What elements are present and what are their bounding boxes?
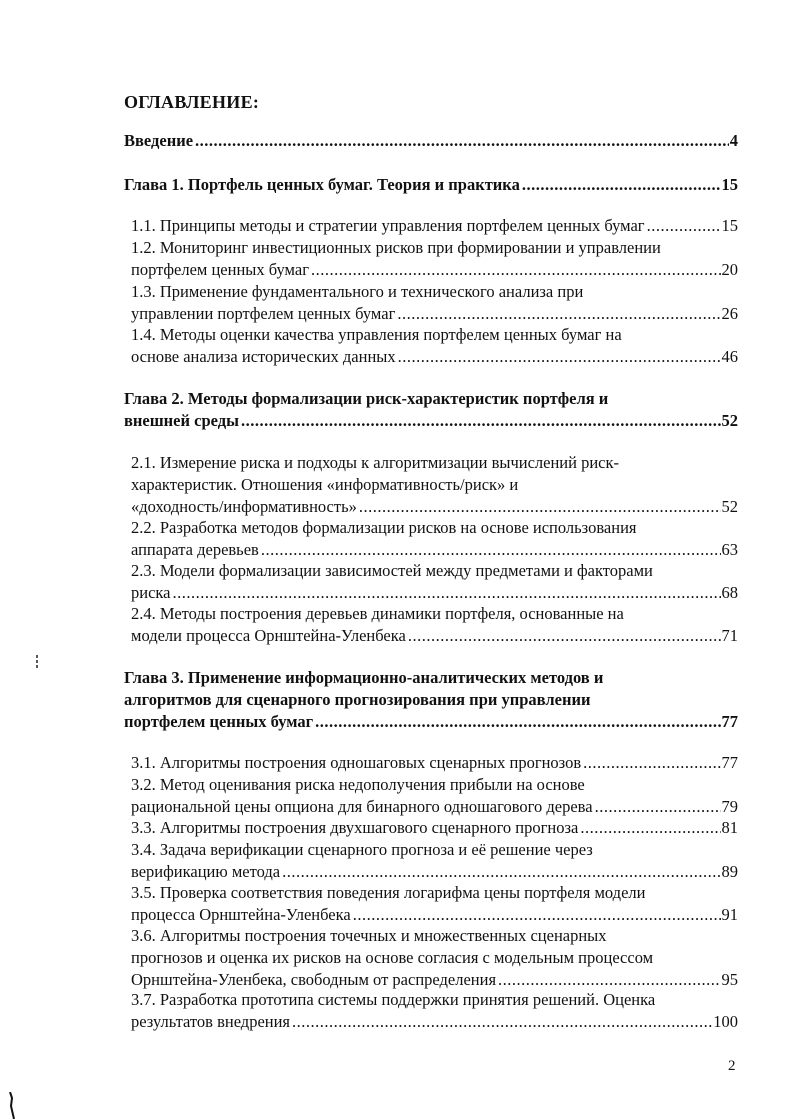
page-number: 2	[728, 1058, 736, 1074]
dot-leader	[408, 625, 721, 647]
dot-leader	[241, 410, 721, 432]
toc-entry-section-1-4[interactable]	[131, 324, 738, 368]
toc-entry-text: процесса Орнштейна-Уленбека	[131, 905, 351, 924]
toc-title: ОГЛАВЛЕНИЕ:	[124, 92, 260, 112]
toc-entry-section-3-6[interactable]	[131, 925, 738, 991]
dot-leader	[397, 303, 720, 325]
toc-entry-page: 52	[721, 411, 738, 430]
toc-entry-text: портфелем ценных бумаг	[124, 712, 314, 731]
toc-entry-page: 77	[721, 712, 738, 731]
toc-entry-section-3-7[interactable]	[131, 989, 738, 1033]
toc-entry-page: 71	[721, 626, 738, 645]
toc-entry-text: 3.7. Разработка прототипа системы поддержки принятия решений. Оценка	[131, 990, 656, 1009]
toc-entry-section-1-3[interactable]	[131, 281, 738, 325]
toc-entry-text: 3.3. Алгоритмы построения двухшагового сценарного прогноза	[131, 818, 579, 837]
toc-entry-text: аппарата деревьев	[131, 540, 259, 559]
toc-entry-text: 3.1. Алгоритмы построения одношаговых сценарных прогнозов	[131, 753, 582, 772]
toc-entry-text: 2.1. Измерение риска и подходы к алгоритмизации вычислений риск-	[131, 453, 619, 472]
toc-entry-text: алгоритмов для сценарного прогнозирования при управлении	[124, 690, 591, 709]
toc-entry-text: результатов внедрения	[131, 1012, 291, 1031]
toc-entry-page: 68	[721, 583, 738, 602]
toc-entry-page: 63	[721, 540, 738, 559]
toc-entry-text: Введение	[124, 131, 194, 150]
dot-leader	[173, 582, 721, 604]
dot-leader	[647, 215, 721, 237]
toc-entry-section-1-1[interactable]	[131, 215, 738, 237]
dot-leader	[498, 969, 720, 991]
toc-entry-text: основе анализа исторических данных	[131, 347, 396, 366]
toc-entry-text: 2.2. Разработка методов формализации рисков на основе использования	[131, 518, 637, 537]
toc-entry-section-3-4[interactable]	[131, 839, 738, 883]
toc-entry-text: Глава 1. Портфель ценных бумаг. Теория и практика	[124, 175, 520, 194]
toc-entry-text: 3.4. Задача верификации сценарного прогноза и её решение через	[131, 840, 593, 859]
toc-entry-text: верификацию метода	[131, 862, 281, 881]
dot-leader	[522, 174, 721, 196]
toc-entry-text: управлении портфелем ценных бумаг	[131, 304, 396, 323]
toc-entry-section-2-4[interactable]	[131, 603, 738, 647]
toc-entry-page: 95	[721, 970, 738, 989]
toc-entry-text: прогнозов и оценка их рисков на основе согласия с модельным процессом	[131, 948, 654, 967]
toc-entry-text: «доходность/информативность»	[131, 497, 357, 516]
toc-entry-page: 77	[721, 753, 738, 772]
toc-entry-section-3-1[interactable]	[131, 752, 738, 774]
toc-entry-page: 46	[721, 347, 738, 366]
toc-entry-page: 4	[729, 131, 738, 150]
toc-entry-page: 100	[713, 1012, 738, 1031]
toc-entry-page: 81	[721, 818, 738, 837]
dot-leader	[583, 752, 720, 774]
toc-entry-chapter-3[interactable]	[124, 667, 738, 733]
toc-entry-page: 26	[721, 304, 738, 323]
toc-entry-chapter-1[interactable]	[124, 174, 738, 196]
toc-entry-text: 1.2. Мониторинг инвестиционных рисков при формировании и управлении	[131, 238, 661, 257]
toc-entry-text: 3.5. Проверка соответствия поведения логарифма цены портфеля модели	[131, 883, 646, 902]
toc-entry-section-1-2[interactable]	[131, 237, 738, 281]
toc-entry-text: 1.1. Принципы методы и стратегии управления портфелем ценных бумаг	[131, 216, 645, 235]
toc-entry-text: модели процесса Орнштейна-Уленбека	[131, 626, 406, 645]
toc-entry-section-3-2[interactable]	[131, 774, 738, 818]
toc-entry-introduction[interactable]	[124, 130, 738, 152]
toc-entry-section-2-2[interactable]	[131, 517, 738, 561]
dot-leader	[580, 817, 720, 839]
toc-entry-text: 3.2. Метод оценивания риска недополучения прибыли на основе	[131, 775, 585, 794]
toc-entry-text: 1.3. Применение фундаментального и технического анализа при	[131, 282, 584, 301]
scan-speck-mark	[34, 654, 40, 670]
toc-entry-text: 3.6. Алгоритмы построения точечных и множественных сценарных	[131, 926, 607, 945]
toc-entry-text: 2.3. Модели формализации зависимостей между предметами и факторами	[131, 561, 653, 580]
dot-leader	[398, 346, 721, 368]
toc-entry-text: Глава 3. Применение информационно-аналитических методов и	[124, 668, 604, 687]
dot-leader	[315, 711, 720, 733]
toc-entry-text: 2.4. Методы построения деревьев динамики портфеля, основанные на	[131, 604, 624, 623]
toc-entry-section-2-1[interactable]	[131, 452, 738, 518]
toc-entry-page: 52	[721, 497, 738, 516]
toc-entry-page: 15	[721, 175, 738, 194]
dot-leader	[261, 539, 721, 561]
toc-entry-text: характеристик. Отношения «информативность/риск» и	[131, 475, 519, 494]
dot-leader	[353, 904, 721, 926]
dot-leader	[595, 796, 721, 818]
toc-entry-section-3-3[interactable]	[131, 817, 738, 839]
toc-entry-text: Орнштейна-Уленбека, свободным от распределения	[131, 970, 497, 989]
toc-entry-chapter-2[interactable]	[124, 388, 738, 432]
toc-entry-page: 15	[721, 216, 738, 235]
dot-leader	[292, 1011, 712, 1033]
toc-entry-text: внешней среды	[124, 411, 239, 430]
toc-entry-page: 79	[721, 797, 738, 816]
dot-leader	[311, 259, 721, 281]
dot-leader	[359, 496, 721, 518]
toc-entry-section-3-5[interactable]	[131, 882, 738, 926]
toc-entry-page: 20	[721, 260, 738, 279]
toc-entry-text: рациональной цены опциона для бинарного одношагового дерева	[131, 797, 593, 816]
toc-entry-page: 91	[721, 905, 738, 924]
toc-entry-section-2-3[interactable]	[131, 560, 738, 604]
dot-leader	[195, 130, 729, 152]
dot-leader	[282, 861, 720, 883]
toc-entry-text: 1.4. Методы оценки качества управления портфелем ценных бумаг на	[131, 325, 622, 344]
toc-entry-text: Глава 2. Методы формализации риск-характеристик портфеля и	[124, 389, 609, 408]
toc-entry-page: 89	[721, 862, 738, 881]
toc-entry-text: портфелем ценных бумаг	[131, 260, 309, 279]
toc-entry-text: риска	[131, 583, 171, 602]
scan-edge-mark	[6, 1092, 18, 1119]
